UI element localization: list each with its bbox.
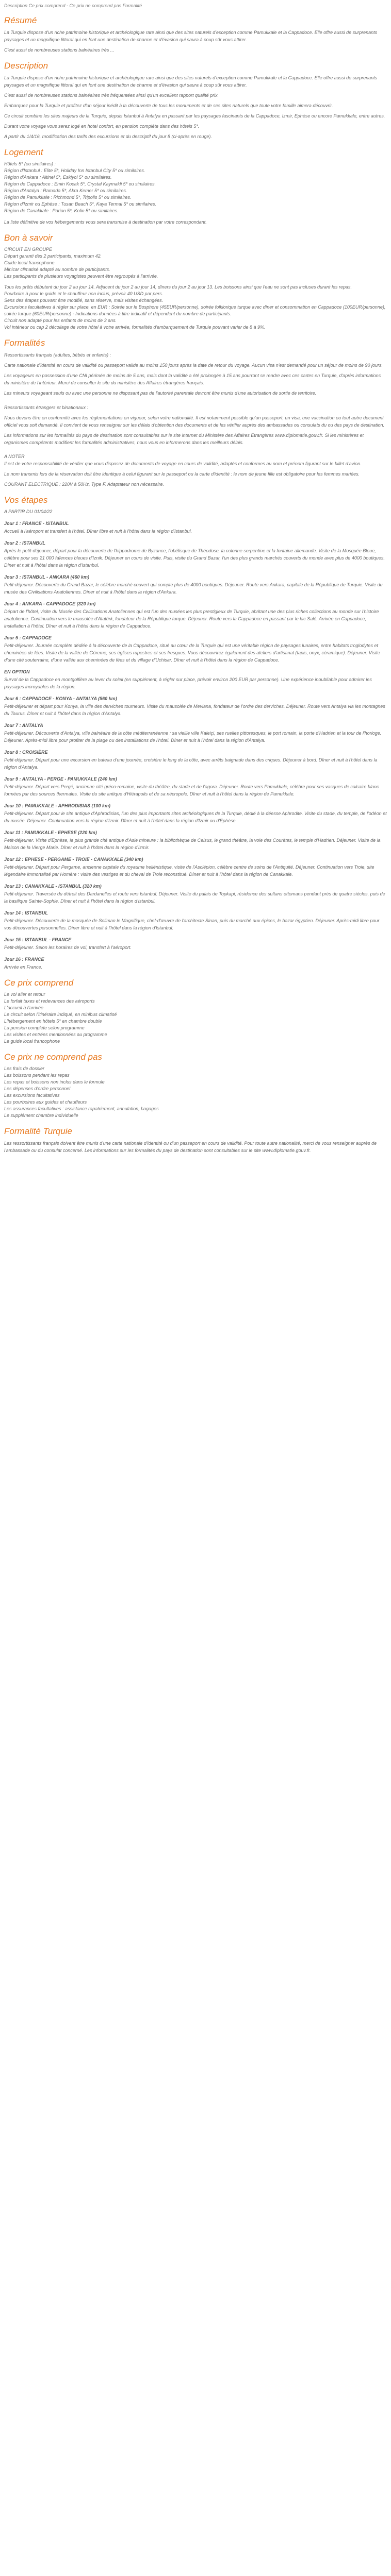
hotel-item: Région d'Izmir ou Ephèse : Tusan Beach 5*, Kaya Termal 5* ou similaires. (4, 201, 156, 207)
list-item: Le forfait taxes et redevances des aéroports (4, 998, 95, 1004)
section-title-etapes: Vos étapes (4, 495, 48, 505)
hotels-header: Hôtels 5* (ou similaires) : (4, 161, 56, 166)
description-paragraph-4: Ce circuit combine les sites majeurs de la Turquie, depuis Istanbul à Antalya en passant par les paysages fascinants de la Cappadoce, Izmir, Ephèse ou encore Pamukkale, entre autres. (4, 113, 385, 118)
day-text: Petit-déjeuner. Départ pour une excursion en bateau d'une journée, croisière le long de la côte, avec arrêts baignade dans des criques. Déjeuner à bord. Dîner et nuit à l'hôtel dans la région d'Antalya. (4, 757, 378, 770)
resume-paragraph-1: La Turquie dispose d'un riche patrimoine historique et archéologique rare ainsi que des sites naturels d'exception comme Pamukkale et la Cappadoce. Elle offre aussi de surprenants paysages et un magnifique littoral qui en font une destination de charme et d'évasion qui saura à coup sûr vous attirer. (4, 30, 378, 42)
day-4 (4, 601, 387, 630)
formalites-paragraph: Les mineurs voyageant seuls ou avec une personne ne disposant pas de l'autorité parentale devront être munis d'une autorisation de sortie de territoire. (4, 391, 317, 396)
circuit-item: Minicar climatisé adapté au nombre de participants. (4, 267, 110, 272)
formalites-paragraph: Ressortissants français (adultes, bébés et enfants) : (4, 352, 111, 358)
day-10 (4, 803, 387, 824)
formalite-turquie-text: Les ressortissants français doivent être munis d'une carte nationale d'identité ou d'un passeport en cours de validité. Pour toute autre nationalité, merci de vous renseigner auprès de l'ambassade ou du consulat concerné. Les informations sur les formalités du pays de destination sont consultables sur le site www.diplomatie.gouv.fr. (4, 1141, 377, 1153)
bon-savoir-item: Circuit non adapté pour les enfants de moins de 3 ans. (4, 318, 117, 323)
section-title-prix-comprend: Ce prix comprend (4, 978, 74, 988)
day-text: Petit-déjeuner. Départ pour Pergame, ancienne capitale du royaume hellénistique, visite de l'Asclépion, célèbre centre de soins de l'Antiquité. Déjeuner. Continuation vers Troie, site légendaire immortalisé par Homère : visite des vestiges et du cheval de Troie reconstitué. Dîner et nuit à l'hôtel dans la région de Canakkale. (4, 865, 374, 877)
circuit-item: Départ garanti dès 2 participants, maximum 42. (4, 253, 102, 259)
list-item: Les repas et boissons non inclus dans le formule (4, 1079, 105, 1084)
day-text: Petit-déjeuner. Selon les horaires de vol, transfert à l'aéroport. (4, 945, 132, 950)
day-title: Jour 9 : ANTALYA - PERGE - PAMUKKALE (240 km) (4, 776, 117, 782)
bon-savoir-item: Excursions facultatives à régler sur place, en EUR : Soirée sur le Bosphore (45EUR/personne), soirée folklorique turque avec dîner et consommation en Cappadoce (100EUR/personne), soirée turque (60EUR/personne) - Indications données à titre indicatif et dépendent du nombre de participants. (4, 304, 386, 316)
day-text: Accueil à l'aéroport et transfert à l'hôtel. Dîner libre et nuit à l'hôtel dans la région d'Istanbul. (4, 529, 192, 534)
section-title-prix-ne-comprend: Ce prix ne comprend pas (4, 1052, 102, 1062)
day-text: Petit-déjeuner. Départ vers Pergé, ancienne cité gréco-romaine, visite du théâtre, du stade et de l'agora. Déjeuner. Route vers Pamukkale, célèbre pour ses vasques de calcaire blanc formées par des sources thermales. Visite du site antique d'Hiérapolis et de sa nécropole. Dîner et nuit à l'hôtel dans la région de Pamukkale. (4, 784, 379, 796)
prix-comprend-list (4, 991, 387, 1045)
day-13 (4, 883, 387, 905)
day-title: Jour 8 : CROISIÈRE (4, 750, 48, 755)
section-title-logement: Logement (4, 147, 43, 157)
formalites-paragraph: Les voyageurs en possession d'une CNI périmée de moins de 5 ans, mais dont la validité a été prolongée à 15 ans pourront se rendre avec ces cartes en Turquie, d'après informations du ministère de l'intérieur. Merci de consulter le site du ministère des Affaires étrangères français. (4, 373, 381, 385)
electric-info: COURANT ELECTRIQUE : 220V à 50Hz, Type F. Adaptateur non nécessaire. (4, 482, 164, 487)
bon-savoir-item: Sens des étapes pouvant être modifié, sans réserve, mais visites échangées. (4, 298, 164, 303)
day-text: Départ de l'hôtel, visite du Musée des Civilisations Anatoliennes qui est l'un des musées les plus prestigieux de Turquie, abritant une des plus riches collections au monde sur l'histoire anatolienne. Continuation vers le mausolée d'Atatürk, fondateur de la République turque. Déjeuner. Route vers la Cappadoce en passant par le lac Salé. Arrivée en Cappadoce, installation à l'hôtel. Dîner et nuit à l'hôtel dans la région de Cappadoce. (4, 609, 379, 629)
day-16 (4, 956, 387, 971)
a-noter-title: A NOTER (4, 454, 25, 459)
hotel-item: Région d'Istanbul : Elite 5*, Holiday Inn Istanbul City 5* ou similaires. (4, 168, 145, 173)
day-title: Jour 1 : FRANCE - ISTANBUL (4, 521, 69, 526)
formalites-paragraph: Les informations sur les formalités du pays de destination sont consultables sur le site internet du Ministère des Affaires Etrangères www.diplomatie.gouv.fr. Si les ministères et organismes compétents modifient les formalités administratives, nous vous en informerons dans les meilleurs délais. (4, 433, 364, 445)
list-item: Le circuit selon l'itinéraire indiqué, en minibus climatisé (4, 1012, 117, 1017)
day-11 (4, 829, 387, 851)
day-text: Petit-déjeuner. Traversée du détroit des Dardanelles et route vers Istanbul. Déjeuner. Visite du palais de Topkapi, résidence des sultans ottomans pendant près de quatre siècles, puis de la basilique Sainte-Sophie. Dîner et nuit à l'hôtel dans la région d'Istanbul. (4, 891, 385, 904)
day-title: Jour 10 : PAMUKKALE - APHRODISIAS (100 km) (4, 803, 111, 808)
list-item: L'hébergement en hôtels 5* en chambre double (4, 1019, 102, 1024)
day-text: Petit-déjeuner. Journée complète dédiée à la découverte de la Cappadoce, situé au cœur de la Turquie qui est une véritable région de paysages lunaires, entre habitats troglodytes et cheminées de fées. Visite de la vallée de Göreme, ses églises rupestres et ses fresques. Vous découvrirez également des ateliers d'artisanat (tapis, onyx, céramique). Déjeuner. Visite d'une cité souterraine, d'une vallée aux cheminées de fées et du village d'Uchisar. Dîner et nuit à l'hôtel dans la région de Cappadoce. (4, 643, 380, 663)
list-item: Le vol aller et retour (4, 992, 45, 997)
hotel-item: Région d'Antalya : Ramada 5*, Akra Kemer 5* ou similaires. (4, 188, 127, 193)
day-9 (4, 776, 387, 798)
circuit-item: Guide local francophone. (4, 260, 56, 265)
day-14 (4, 910, 387, 931)
description-paragraph-1: La Turquie dispose d'un riche patrimoine historique et archéologique rare ainsi que des sites naturels d'exception comme Pamukkale et la Cappadoce. Elle offre aussi de surprenants paysages et un magnifique littoral qui en font une destination de charme et d'évasion qui saura à coup sûr vous attirer. (4, 75, 378, 88)
day-title: Jour 15 : ISTANBUL - FRANCE (4, 937, 72, 942)
section-title-formalites: Formalités (4, 338, 45, 348)
day-title: Jour 4 : ANKARA - CAPPADOCE (320 km) (4, 601, 96, 606)
a-noter-paragraph: Il est de votre responsabilité de vérifier que vous disposez de documents de voyage en cours de validité, adaptés et conformes au nom et prénom figurant sur le billet d'avion. (4, 461, 362, 466)
formalites-paragraph: Ressortissants étrangers et binationaux : (4, 405, 89, 410)
day-title: Jour 13 : CANAKKALE - ISTANBUL (320 km) (4, 884, 102, 889)
list-item: Les dépenses d'ordre personnel (4, 1086, 71, 1091)
section-title-description: Description (4, 61, 48, 71)
day-text: Petit-déjeuner. Découverte du Grand Bazar, le célèbre marché couvert qui compte plus de 4000 boutiques. Déjeuner. Route vers Ankara, capitale de la République de Turquie. Visite du musée des Civilisations Anatoliennes. Dîner et nuit à l'hôtel dans la région d'Ankara. (4, 582, 383, 595)
day-title: Jour 2 : ISTANBUL (4, 540, 45, 546)
day-title: Jour 3 : ISTANBUL - ANKARA (460 km) (4, 574, 90, 580)
description-paragraph-5: Durant votre voyage vous serez logé en hotel confort, en pension complète dans des hôtels 5*. (4, 124, 200, 129)
day-text: Petit-déjeuner. Découverte de la mosquée de Soliman le Magnifique, chef-d'œuvre de l'architecte Sinan, puis du marché aux épices, le bazar égyptien. Déjeuner. Après-midi libre pour vos découvertes personnelles. Dîner libre et nuit à l'hôtel dans la région d'Istanbul. (4, 918, 380, 930)
day-text: Arrivée en France. (4, 964, 43, 970)
resume-paragraph-2: C'est aussi de nombreuses stations balnéaires très ... (4, 47, 115, 53)
list-item: L'accueil à l'arrivée (4, 1005, 43, 1010)
day-text: Petit-déjeuner. Visite d'Ephèse, la plus grande cité antique d'Asie mineure : la bibliothèque de Celsus, le grand théâtre, la voie des Courètes, le temple d'Hadrien. Déjeuner. Visite de la Maison de la Vierge Marie. Dîner et nuit à l'hôtel dans la région d'Izmir. (4, 838, 381, 850)
day-1 (4, 520, 387, 535)
bon-savoir-item: Vol intérieur ou cap 2 décollage de votre hôtel à votre arrivée, formalités d'embarquement de Turquie pouvant varier de 8 à 9%. (4, 325, 266, 330)
day-2 (4, 540, 387, 569)
day-5 (4, 635, 387, 664)
day-text: Survol de la Cappadoce en montgolfière au lever du soleil (en supplément, à régler sur place, prévoir environ 200 EUR par personne). Une expérience inoubliable pour admirer les paysages incroyables de la région. (4, 677, 372, 689)
list-item: Les pourboires aux guides et chauffeurs (4, 1099, 87, 1105)
hotel-item: Région de Canakkale : Parion 5*, Kolin 5* ou similaires. (4, 208, 119, 213)
day-7 (4, 722, 387, 744)
section-title-formalite-turquie: Formalité Turquie (4, 1126, 72, 1136)
day-option (4, 669, 387, 690)
bon-savoir-item: Tous les prêts débutent du jour 2 au jour 14. Adjacent du jour 2 au jour 14, dîners du jour 2 au jour 13. Les boissons ainsi que l'eau ne sont pas incluses durant les repas. (4, 284, 352, 290)
a-noter-paragraph: Le nom transmis lors de la réservation doit être identique à celui figurant sur le passeport ou la carte d'identité : le nom de jeune fille est obligatoire pour les femmes mariées. (4, 471, 360, 477)
description-paragraph-2: C'est aussi de nombreuses stations balnéaires très fréquentées ainsi qu'un excellent rapport qualité prix. (4, 93, 219, 98)
section-title-resume: Résumé (4, 15, 37, 25)
list-item: Les excursions facultatives (4, 1093, 60, 1098)
circuit-item: Les participants de plusieurs voyagistes peuvent être regroupés à l'arrivée. (4, 274, 158, 279)
list-item: Le supplément chambre individuelle (4, 1113, 78, 1118)
hotel-item: Région de Pamukkale : Richmond 5*, Tripolis 5* ou similaires. (4, 195, 132, 200)
list-item: Les frais de dossier (4, 1066, 45, 1071)
day-title: Jour 7 : ANTALYA (4, 723, 43, 728)
page-content (0, 0, 391, 1173)
bon-savoir-item: Pourboire à pour le guide et le chauffeur non inclus, prévoir 40 USD par pers. (4, 291, 164, 296)
day-6 (4, 696, 387, 717)
day-12 (4, 856, 387, 878)
day-text: Petit-déjeuner. Découverte d'Antalya, ville balnéaire de la côte méditerranéenne : sa vieille ville Kaleiçi, ses ruelles pittoresques, le port romain, la porte d'Hadrien et la tour de l'horloge. Déjeuner. Après-midi libre pour profiter de la plage ou des installations de l'hôtel. Dîner et nuit à l'hôtel dans la région d'Antalya. (4, 731, 382, 743)
hotel-item: Région de Cappadoce : Emin Kocak 5*, Crystal Kaymakli 5* ou similaires. (4, 181, 156, 187)
day-title: Jour 5 : CAPPADOCE (4, 635, 52, 640)
formalites-paragraph: Nous devons être en conformité avec les réglementations en vigueur, selon votre nationalité. Il est notamment possible qu'un passeport, un visa, une vaccination ou tout autre document officiel vous soit demandé. Il convient de vous renseigner sur les délais d'obtention des documents et de les vérifier auprès des ambassades ou consulats du ou des pays de destination. (4, 415, 385, 428)
day-text: Petit-déjeuner. Départ pour le site antique d'Aphrodisias, l'un des plus importants sites archéologiques de la Turquie, dédié à la déesse Aphrodite. Visite du stade, du temple, de l'odéon et du musée. Déjeuner. Continuation vers la région d'Izmir. Dîner et nuit à l'hôtel dans la région d'Izmir ou d'Ephèse. (4, 811, 387, 823)
list-item: Les boissons pendant les repas (4, 1073, 70, 1078)
day-title: Jour 16 : FRANCE (4, 957, 44, 962)
day-8 (4, 749, 387, 771)
breadcrumb: Description Ce prix comprend - Ce prix ne comprend pas Formalité (4, 3, 142, 8)
etapes-start-date: A PARTIR DU 01/04/22 (4, 509, 53, 514)
formalites-paragraph: Carte nationale d'identité en cours de validité ou passeport valide au moins 150 jours après la date de retour du voyage. Aucun visa n'est demandé pour un séjour de moins de 90 jours. (4, 363, 383, 368)
day-title: Jour 11 : PAMUKKALE - EPHESE (220 km) (4, 830, 97, 835)
day-text: Petit-déjeuner et départ pour Konya, la ville des derviches tourneurs. Visite du mausolée de Mevlana, fondateur de l'ordre des derviches. Déjeuner. Route vers Antalya via les montagnes du Taurus. Dîner et nuit à l'hôtel dans la région d'Antalya. (4, 704, 385, 716)
list-item: Les assurances facultatives : assistance rapatriement, annulation, bagages (4, 1106, 159, 1111)
day-title: Jour 6 : CAPPADOCE - KONYA - ANTALYA (560 km) (4, 696, 117, 701)
logement-note: La liste définitive de vos hébergements vous sera transmise à destination par votre correspondant. (4, 219, 207, 225)
circuit-title: CIRCUIT EN GROUPE (4, 247, 53, 252)
day-title: Jour 12 : EPHESE - PERGAME - TROIE - CANAKKALE (340 km) (4, 857, 143, 862)
description-paragraph-6: A partir du 1/4/16, modification des tarifs des excursions et du descriptif du jour 8 (ci-après en rouge). (4, 134, 212, 139)
day-15 (4, 937, 387, 951)
day-title: EN OPTION (4, 669, 30, 674)
hotels-list (4, 167, 387, 214)
list-item: Le guide local francophone (4, 1039, 60, 1044)
prix-ne-comprend-list (4, 1065, 387, 1119)
list-item: Les visites et entrées mentionnées au programme (4, 1032, 107, 1037)
day-3 (4, 574, 387, 596)
section-title-bon-savoir: Bon à savoir (4, 233, 53, 243)
description-paragraph-3: Embarquez pour la Turquie et profitez d'un séjour inédit à la découverte de tous les monuments et de ses sites naturels que toute votre famille aimera découvrir. (4, 103, 333, 108)
day-title: Jour 14 : ISTANBUL (4, 910, 48, 916)
list-item: La pension complète selon programme (4, 1025, 85, 1030)
day-text: Après le petit-déjeuner, départ pour la découverte de l'hippodrome de Byzance, l'obélisque de Théodose, la colonne serpentine et la fontaine allemande. Visite de la Mosquée Bleue, célèbre pour ses 21 000 faïences bleues d'Iznik. Déjeuner en cours de visite. Puis, visite du Grand Bazar, l'un des plus grands marchés couverts du monde avec plus de 4000 boutiques. Dîner et nuit à l'hôtel dans la région d'Istanbul. (4, 548, 385, 568)
hotel-item: Région d'Ankara : Altinel 5*, Eskiyol 5* ou similaires. (4, 175, 112, 180)
